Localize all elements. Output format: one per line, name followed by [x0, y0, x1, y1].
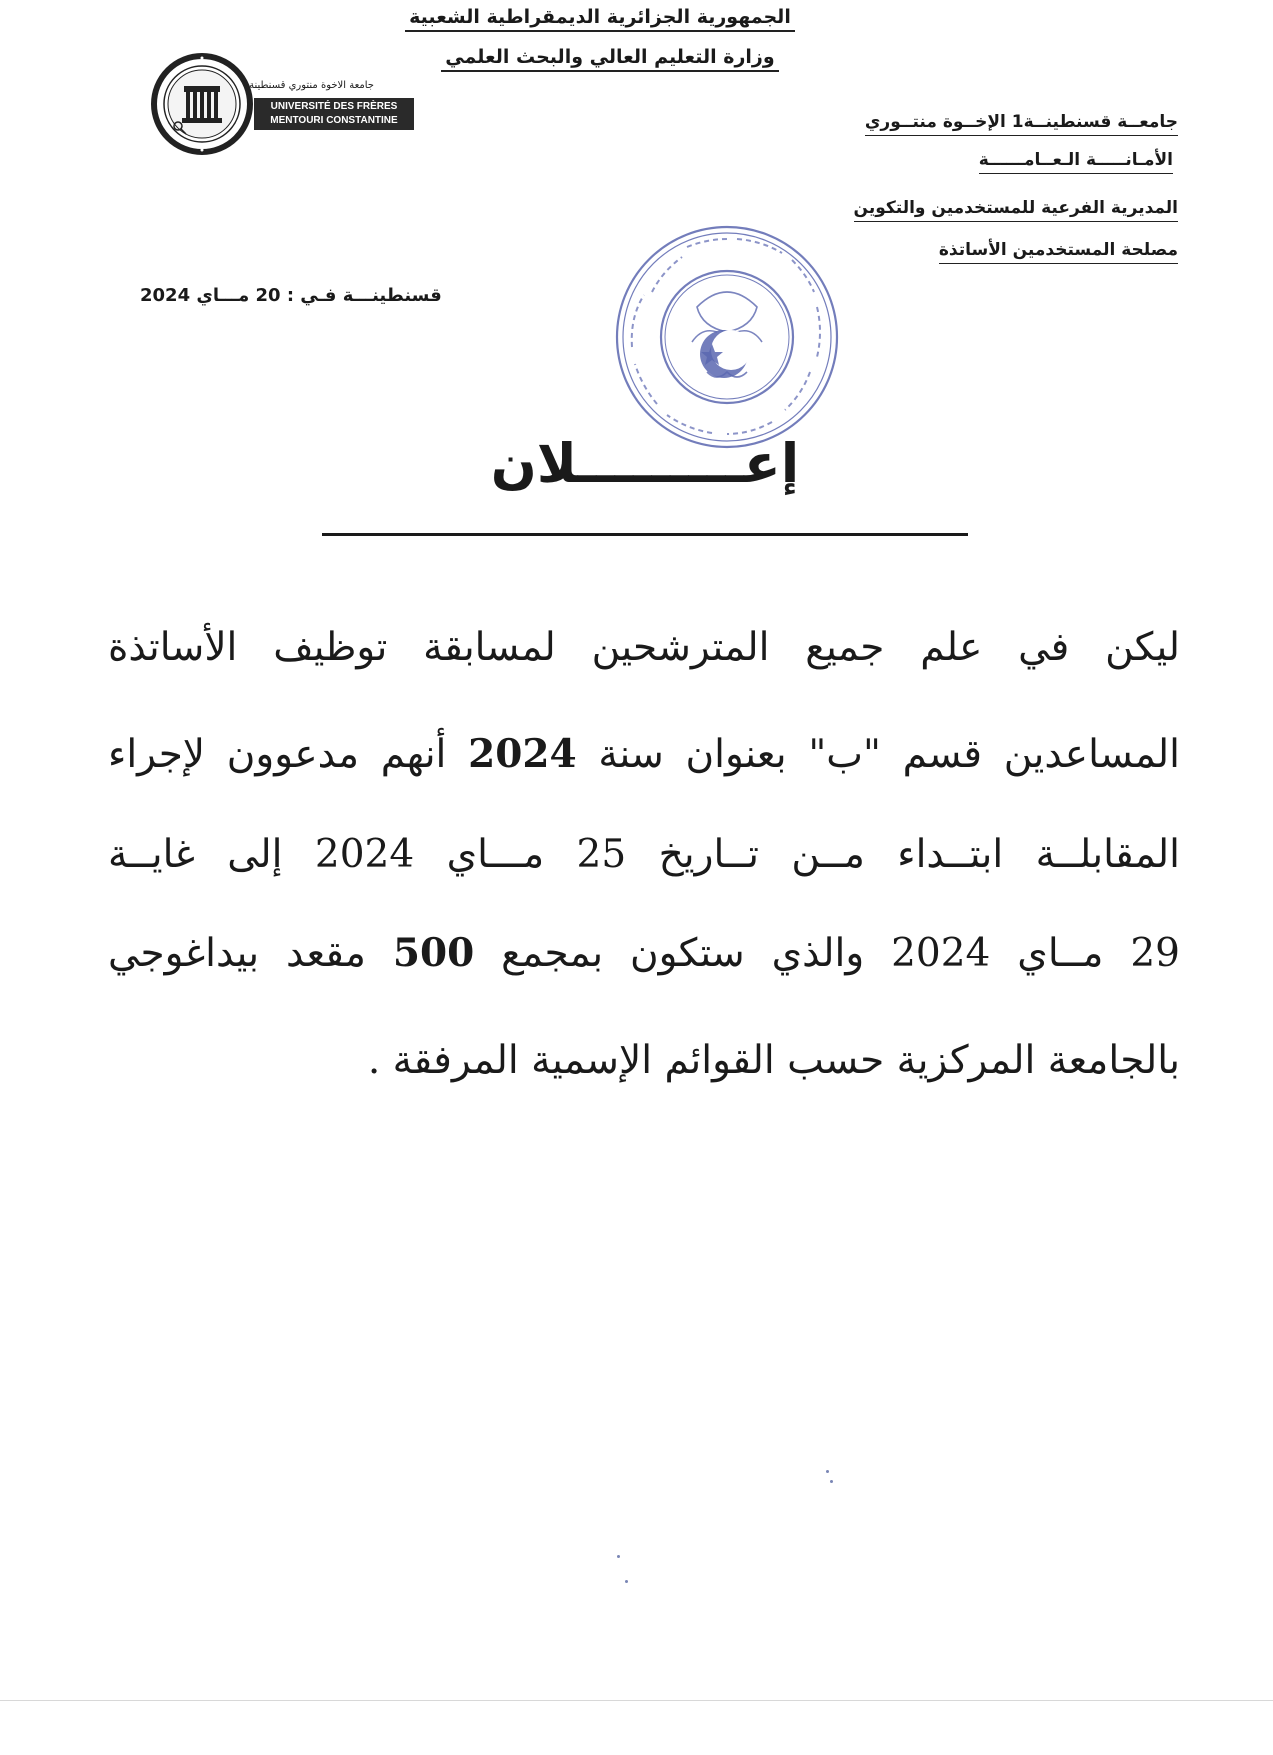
admin-secretariat	[979, 150, 1173, 170]
admin-subdirectorate	[854, 198, 1178, 218]
body-line-4-part-b: مقعد بيداغوجي	[108, 931, 393, 976]
admin-university	[865, 112, 1178, 132]
scan-speck	[625, 1580, 628, 1583]
body-line-3: المقابلــة ابتــداء مــن تــاريخ 25 مـــاي 2024 إلى غايــة	[108, 832, 1180, 877]
logo-french-line2: MENTOURI CONSTANTINE	[270, 115, 398, 126]
admin-secretariat-text: الأمـانـــــة الـعــامــــــة	[979, 150, 1173, 174]
admin-subdirectorate-text: المديرية الفرعية للمستخدمين والتكوين	[854, 198, 1178, 222]
body-line-2-year: 2024	[468, 731, 577, 777]
body-line-4	[108, 930, 1180, 976]
announcement-title: إعـــــــــلان	[490, 432, 800, 495]
title-underline	[322, 533, 968, 536]
admin-service-text: مصلحة المستخدمين الأساتذة	[939, 240, 1178, 264]
logo-arabic-name: جامعة الاخوة منتوري قسنطينة	[249, 80, 374, 91]
admin-university-text: جامعــة قسنطينــة1 الإخــوة منتــوري	[865, 112, 1178, 136]
ministry-heading-text: وزارة التعليم العالي والبحث العلمي	[441, 46, 778, 72]
scan-speck	[830, 1480, 833, 1483]
body-line-2-part-a: المساعدين قسم "ب" بعنوان سنة	[576, 732, 1181, 777]
logo-french-line1: UNIVERSITÉ DES FRÈRES	[270, 101, 398, 112]
republic-heading	[300, 6, 900, 28]
republic-heading-text: الجمهورية الجزائرية الديمقراطية الشعبية	[405, 6, 795, 32]
body-line-2-part-b: أنهم مدعوون لإجراء	[108, 732, 469, 777]
university-logo	[150, 50, 410, 158]
official-stamp	[612, 222, 842, 452]
page-bottom-edge	[0, 1700, 1273, 1701]
body-line-2	[108, 731, 1180, 777]
body-line-5: بالجامعة المركزية حسب القوائم الإسمية المرفقة .	[367, 1038, 1180, 1083]
admin-service	[939, 240, 1178, 260]
body-line-4-part-a: 29 مــاي 2024 والذي ستكون بمجمع	[474, 931, 1180, 976]
issue-date: قسنطينـــة فـي : 20 مـــاي 2024	[140, 285, 442, 306]
scan-speck	[826, 1470, 829, 1473]
body-line-4-number: 500	[392, 930, 475, 976]
body-line-1: ليكن في علم جميع المترشحين لمسابقة توظيف الأساتذة	[108, 625, 1180, 670]
scan-speck	[617, 1555, 620, 1558]
